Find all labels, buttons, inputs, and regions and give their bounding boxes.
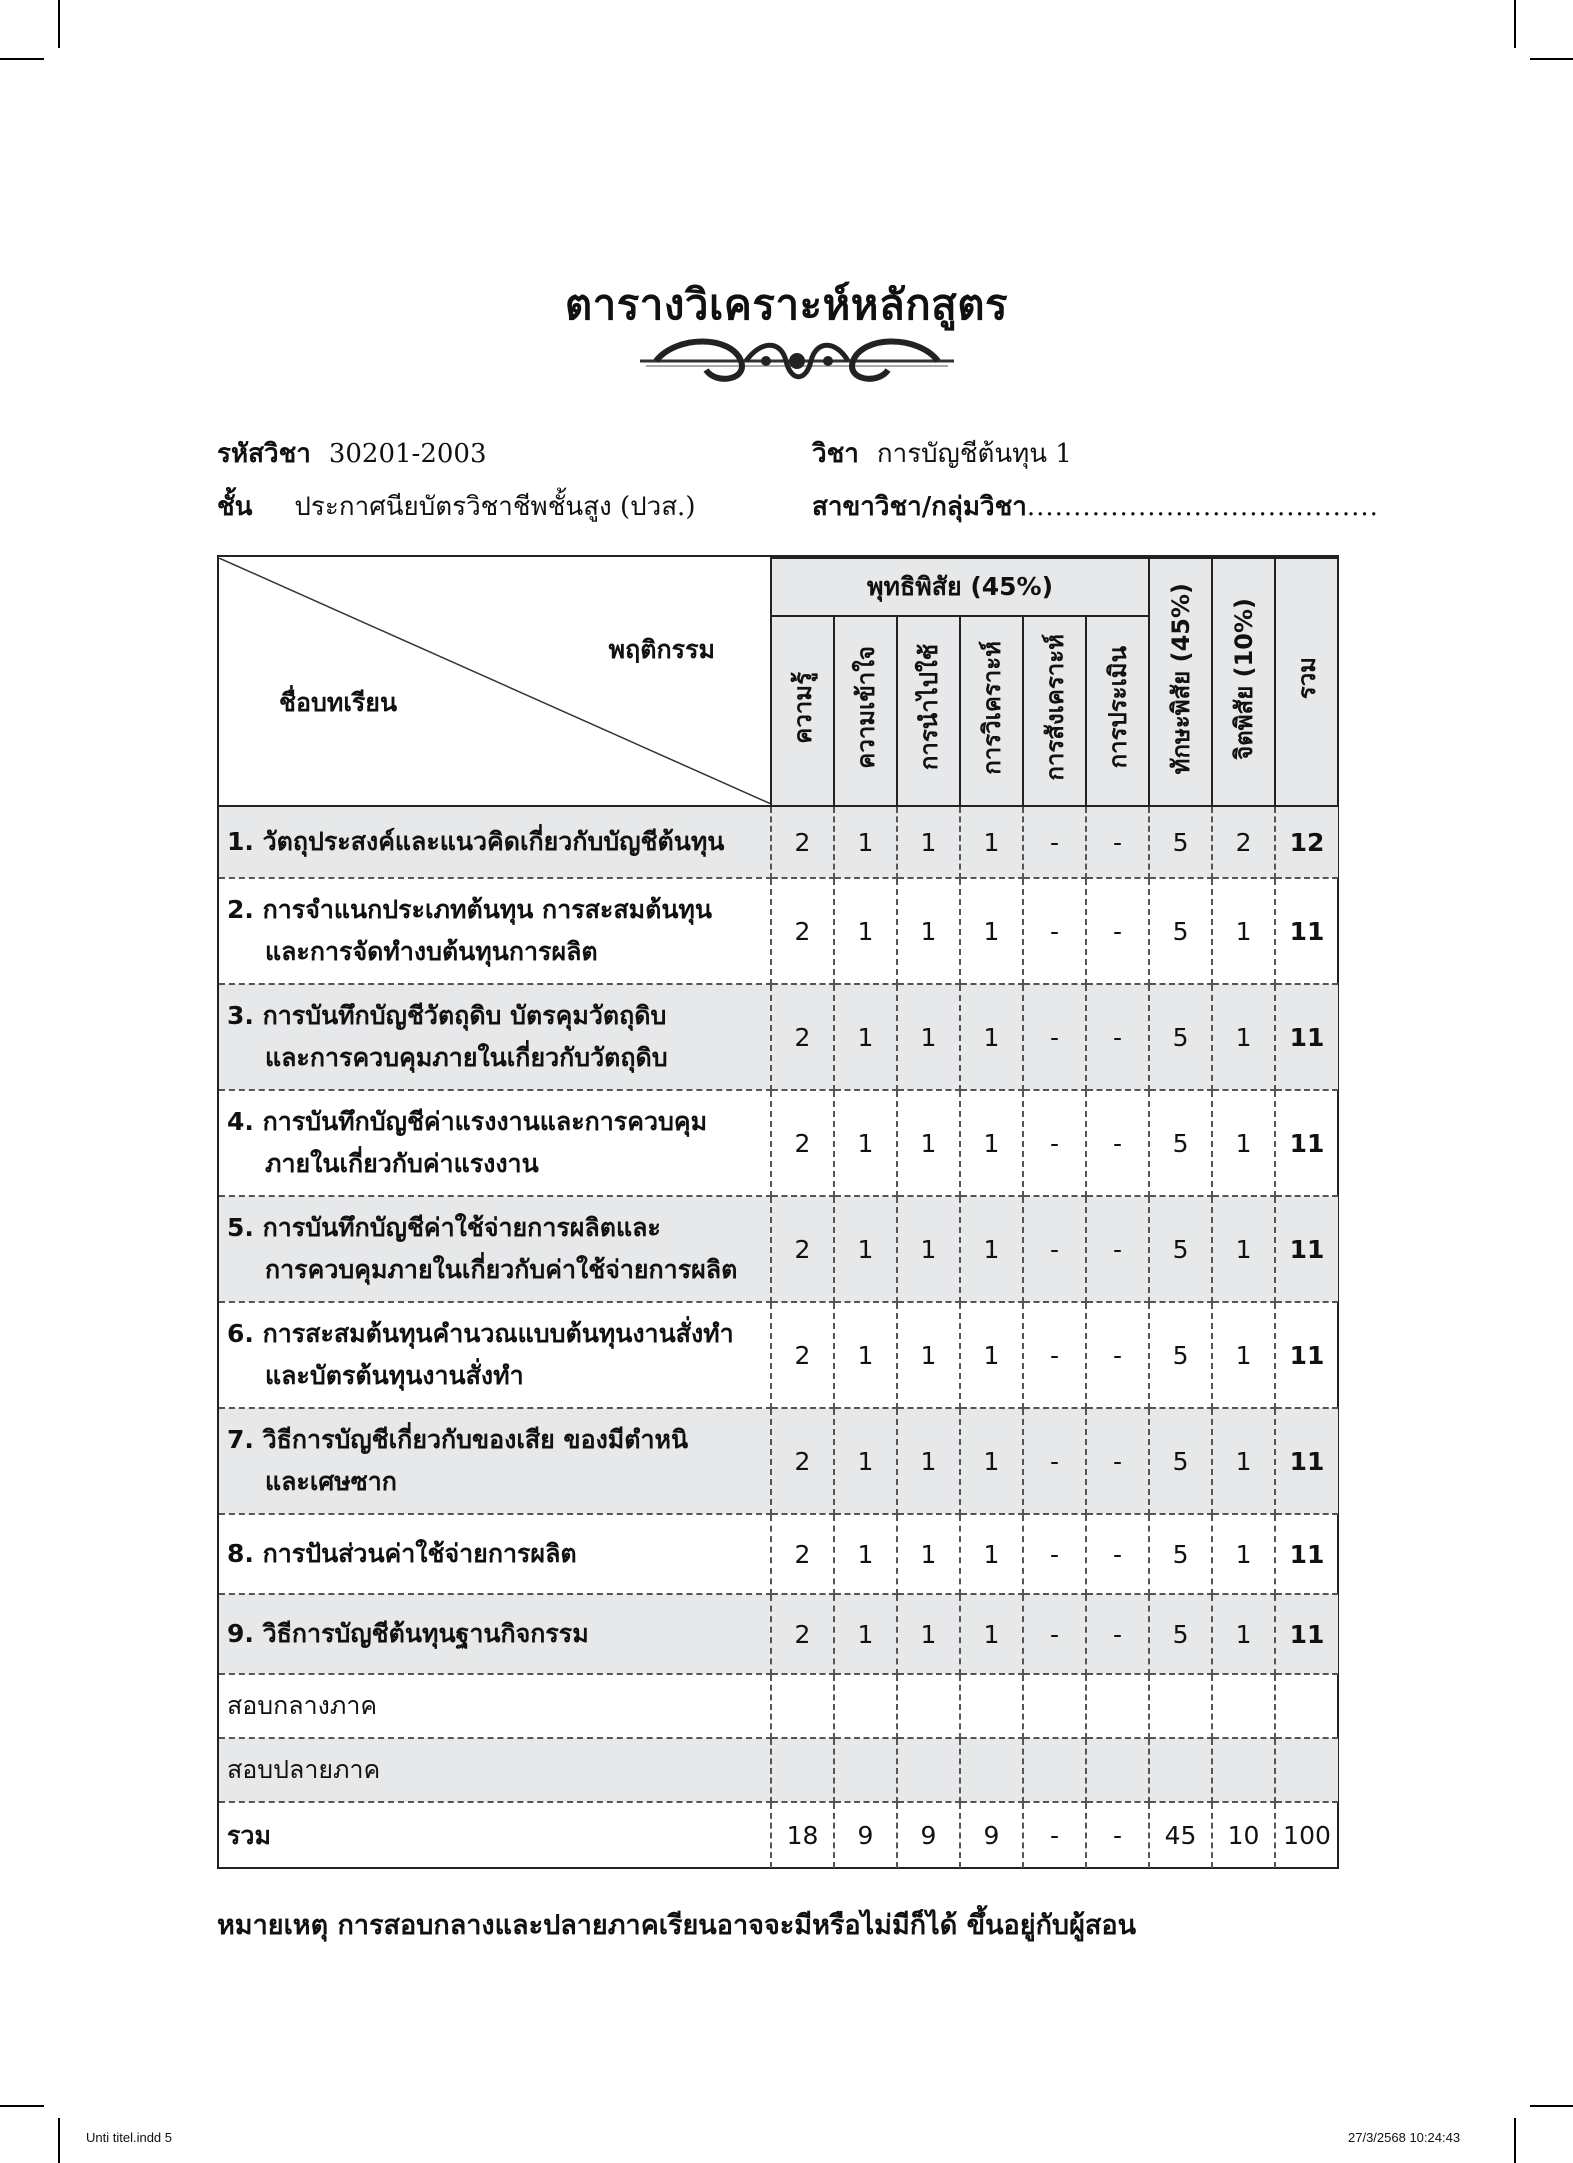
col-knowledge-header: ความรู้ (771, 616, 834, 806)
score-cell: 1 (960, 1090, 1023, 1196)
table-cell (1023, 1738, 1086, 1802)
score-cell: - (1023, 878, 1086, 984)
final-row-label: สอบปลายภาค (219, 1738, 771, 1802)
table-row (219, 878, 1338, 984)
score-cell: 1 (1212, 984, 1275, 1090)
score-cell: 1 (960, 1196, 1023, 1302)
table-row (219, 1514, 1338, 1594)
table-cell (1086, 1738, 1149, 1802)
table-row (219, 806, 1338, 878)
score-cell: 1 (834, 1090, 897, 1196)
table-row (219, 1302, 1338, 1408)
score-cell: 1 (1212, 1594, 1275, 1674)
course-level-line (217, 486, 695, 527)
lesson-name-line: ภายในเกี่ยวกับค่าแรงงาน (265, 1149, 539, 1178)
score-cell: 5 (1149, 1514, 1212, 1594)
slug-file: Unti titel.indd 5 (86, 2130, 172, 2145)
row-total: 11 (1275, 984, 1338, 1090)
sum-cell: - (1023, 1802, 1086, 1868)
sum-cell: 18 (771, 1802, 834, 1868)
table-cell (1149, 1738, 1212, 1802)
col-application-header: การนำไปใช้ (897, 616, 960, 806)
score-cell: 1 (960, 1594, 1023, 1674)
course-dept-line (812, 486, 1379, 527)
decorative-ornament (636, 330, 958, 392)
score-cell: 1 (960, 878, 1023, 984)
score-cell: - (1023, 1408, 1086, 1514)
crop-mark (58, 0, 60, 48)
score-cell: 1 (960, 1302, 1023, 1408)
table-cell (897, 1674, 960, 1738)
score-cell: - (1023, 1302, 1086, 1408)
score-cell: 1 (834, 1514, 897, 1594)
lesson-name (219, 1594, 771, 1674)
score-cell: 1 (897, 1302, 960, 1408)
sum-cell: 9 (897, 1802, 960, 1868)
score-cell: - (1086, 1594, 1149, 1674)
score-cell: 1 (960, 984, 1023, 1090)
lesson-name (219, 806, 771, 878)
score-cell: 1 (834, 806, 897, 878)
score-cell: - (1086, 984, 1149, 1090)
lesson-name-line: 5. การบันทึกบัญชีค่าใช้จ่ายการผลิตและ (227, 1213, 661, 1242)
row-total: 11 (1275, 1302, 1338, 1408)
table-row (219, 984, 1338, 1090)
level-label: ชั้น (217, 492, 253, 522)
col-synthesis-header: การสังเคราะห์ (1023, 616, 1086, 806)
table-cell (960, 1674, 1023, 1738)
lesson-name (219, 1514, 771, 1594)
score-cell: - (1023, 1196, 1086, 1302)
score-cell: 1 (960, 806, 1023, 878)
table-cell (1275, 1738, 1338, 1802)
score-cell: - (1086, 1090, 1149, 1196)
score-cell: 5 (1149, 1302, 1212, 1408)
sum-cell: 9 (834, 1802, 897, 1868)
col-understanding-header: ความเข้าใจ (834, 616, 897, 806)
score-cell: 1 (897, 878, 960, 984)
score-cell: 5 (1149, 1408, 1212, 1514)
table-cell (1275, 1674, 1338, 1738)
lesson-name-line: และการจัดทำงบต้นทุนการผลิต (265, 937, 598, 966)
course-code-label: รหัสวิชา (217, 439, 311, 469)
table-cell (1212, 1738, 1275, 1802)
table-cell (897, 1738, 960, 1802)
table-cell (960, 1738, 1023, 1802)
score-cell: 2 (771, 1408, 834, 1514)
score-cell: 1 (1212, 1090, 1275, 1196)
score-cell: 1 (897, 1090, 960, 1196)
score-cell: 1 (960, 1408, 1023, 1514)
sum-cell: 10 (1212, 1802, 1275, 1868)
lesson-name-line: 9. วิธีการบัญชีต้นทุนฐานกิจกรรม (227, 1619, 589, 1648)
score-cell: 1 (1212, 878, 1275, 984)
score-cell: 1 (1212, 1514, 1275, 1594)
lesson-name (219, 984, 771, 1090)
sum-cell: 9 (960, 1802, 1023, 1868)
lesson-name-line: 1. วัตถุประสงค์และแนวคิดเกี่ยวกับบัญชีต้นทุน (227, 827, 725, 856)
table-row (219, 1408, 1338, 1514)
dept-blank: ...................................... (1026, 492, 1379, 522)
score-cell: 2 (771, 878, 834, 984)
crop-mark (1530, 58, 1573, 60)
col-analysis-header: การวิเคราะห์ (960, 616, 1023, 806)
lesson-name-line: 2. การจำแนกประเภทต้นทุน การสะสมต้นทุน (227, 895, 712, 924)
sum-cell: 45 (1149, 1802, 1212, 1868)
table-cell (771, 1674, 834, 1738)
score-cell: 1 (1212, 1196, 1275, 1302)
col-evaluation-header: การประเมิน (1086, 616, 1149, 806)
score-cell: - (1023, 1594, 1086, 1674)
subject-label: วิชา (812, 439, 859, 469)
lesson-name-line: 3. การบันทึกบัญชีวัตถุดิบ บัตรคุมวัตถุดิบ (227, 1001, 667, 1030)
cognitive-group-header: พุทธิพิสัย (45%) (771, 558, 1149, 616)
score-cell: - (1086, 1408, 1149, 1514)
score-cell: 1 (834, 1196, 897, 1302)
score-cell: 1 (960, 1514, 1023, 1594)
score-cell: 1 (897, 1196, 960, 1302)
footnote: หมายเหตุ การสอบกลางและปลายภาคเรียนอาจจะมีหรือไม่มีก็ได้ ขึ้นอยู่กับผู้สอน (217, 1910, 1137, 1941)
skill-header: ทักษะพิสัย (45%) (1149, 558, 1212, 806)
table-row (219, 1090, 1338, 1196)
lesson-name-line: 8. การปันส่วนค่าใช้จ่ายการผลิต (227, 1539, 577, 1568)
crop-mark (0, 2105, 44, 2107)
row-total: 12 (1275, 806, 1338, 878)
curriculum-analysis-table (217, 555, 1339, 1869)
lesson-name-line: และการควบคุมภายในเกี่ยวกับวัตถุดิบ (265, 1043, 668, 1072)
dept-label: สาขาวิชา/กลุ่มวิชา (812, 492, 1027, 522)
score-cell: 1 (897, 984, 960, 1090)
score-cell: 2 (771, 1594, 834, 1674)
lesson-name-line: 6. การสะสมต้นทุนคำนวณแบบต้นทุนงานสั่งทำ (227, 1319, 734, 1348)
lesson-name-line: 4. การบันทึกบัญชีค่าแรงงานและการควบคุม (227, 1107, 708, 1136)
table-cell (1212, 1674, 1275, 1738)
score-cell: 5 (1149, 1196, 1212, 1302)
crop-mark (1514, 0, 1516, 48)
score-cell: 5 (1149, 1090, 1212, 1196)
score-cell: 1 (1212, 1408, 1275, 1514)
attitude-header: จิตพิสัย (10%) (1212, 558, 1275, 806)
lesson-name (219, 878, 771, 984)
table-cell (834, 1674, 897, 1738)
row-total: 11 (1275, 1090, 1338, 1196)
score-cell: 1 (897, 806, 960, 878)
score-cell: 1 (834, 984, 897, 1090)
row-total: 11 (1275, 1514, 1338, 1594)
score-cell: 2 (771, 1302, 834, 1408)
score-cell: - (1086, 806, 1149, 878)
score-cell: 1 (1212, 1302, 1275, 1408)
sum-cell: - (1086, 1802, 1149, 1868)
lesson-name-line: การควบคุมภายในเกี่ยวกับค่าใช้จ่ายการผลิต (265, 1255, 738, 1284)
score-cell: 2 (771, 806, 834, 878)
course-subject-line (812, 433, 1072, 474)
sum-row-label: รวม (219, 1802, 771, 1868)
table-cell (1023, 1674, 1086, 1738)
score-cell: 1 (897, 1594, 960, 1674)
score-cell: - (1023, 984, 1086, 1090)
score-cell: 5 (1149, 878, 1212, 984)
crop-mark (0, 58, 44, 60)
slug-timestamp: 27/3/2568 10:24:43 (1348, 2130, 1461, 2145)
score-cell: 5 (1149, 984, 1212, 1090)
score-cell: 1 (897, 1514, 960, 1594)
table-cell (834, 1738, 897, 1802)
score-cell: 1 (834, 878, 897, 984)
score-cell: 2 (1212, 806, 1275, 878)
table-cell (1086, 1674, 1149, 1738)
lesson-name (219, 1090, 771, 1196)
score-cell: - (1086, 1302, 1149, 1408)
lesson-name (219, 1408, 771, 1514)
row-total: 11 (1275, 878, 1338, 984)
row-total: 11 (1275, 1196, 1338, 1302)
midterm-row-label: สอบกลางภาค (219, 1674, 771, 1738)
score-cell: - (1023, 1090, 1086, 1196)
score-cell: - (1086, 878, 1149, 984)
table-row (219, 1196, 1338, 1302)
crop-mark (58, 2118, 60, 2163)
sum-cell: 100 (1283, 1821, 1331, 1850)
score-cell: 1 (834, 1594, 897, 1674)
header-diagonal-cell (219, 558, 771, 806)
subject-name: การบัญชีต้นทุน 1 (876, 439, 1072, 469)
lesson-name-line: และบัตรต้นทุนงานสั่งทำ (265, 1361, 524, 1390)
score-cell: 2 (771, 1514, 834, 1594)
score-cell: - (1023, 1514, 1086, 1594)
score-cell: 2 (771, 1090, 834, 1196)
table-row (219, 1594, 1338, 1674)
score-cell: - (1023, 806, 1086, 878)
score-cell: - (1086, 1196, 1149, 1302)
row-total: 11 (1275, 1408, 1338, 1514)
score-cell: 1 (834, 1408, 897, 1514)
behavior-header: พฤติกรรม (608, 635, 715, 664)
lesson-name (219, 1196, 771, 1302)
crop-mark (1530, 2105, 1573, 2107)
diagonal-line (219, 558, 771, 804)
score-cell: 1 (897, 1408, 960, 1514)
table-cell (1149, 1674, 1212, 1738)
score-cell: - (1086, 1514, 1149, 1594)
lesson-name (219, 1302, 771, 1408)
course-code: 30201-2003 (328, 439, 487, 469)
score-cell: 2 (771, 1196, 834, 1302)
score-cell: 1 (834, 1302, 897, 1408)
row-total: 11 (1275, 1594, 1338, 1674)
crop-mark (1514, 2118, 1516, 2163)
score-cell: 5 (1149, 1594, 1212, 1674)
lesson-name-line: 7. วิธีการบัญชีเกี่ยวกับของเสีย ของมีตำหนิ (227, 1425, 689, 1454)
level-name: ประกาศนียบัตรวิชาชีพชั้นสูง (ปวส.) (294, 492, 696, 522)
lesson-header: ชื่อบทเรียน (279, 688, 398, 717)
course-code-line (217, 433, 487, 474)
total-header: รวม (1275, 558, 1338, 806)
score-cell: 5 (1149, 806, 1212, 878)
page-title: ตารางวิเคราะห์หลักสูตร (564, 280, 1009, 329)
lesson-name-line: และเศษซาก (265, 1467, 397, 1496)
table-cell (771, 1738, 834, 1802)
score-cell: 2 (771, 984, 834, 1090)
